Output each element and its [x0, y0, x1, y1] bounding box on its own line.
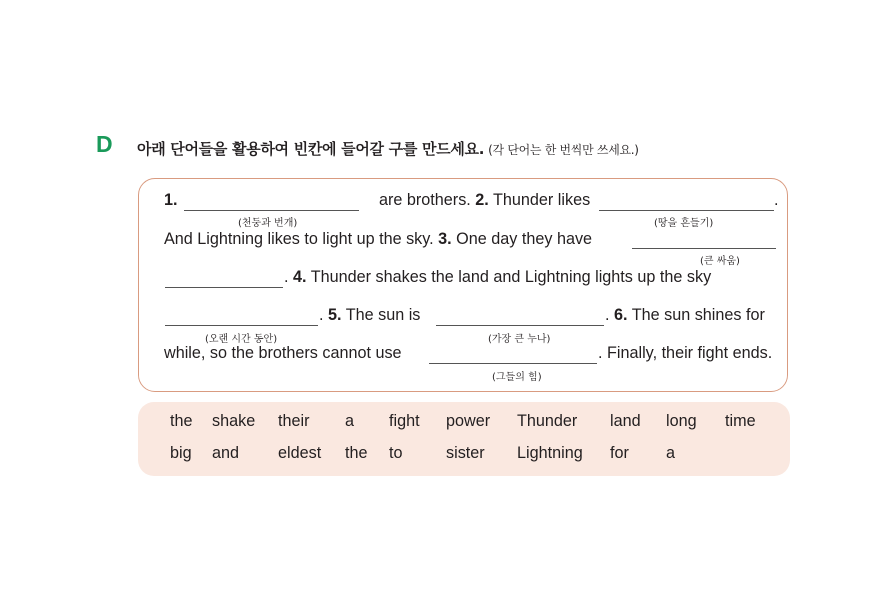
passage-line-3 — [284, 268, 711, 287]
blank-4[interactable] — [165, 325, 318, 326]
passage-text: are brothers. — [374, 191, 476, 209]
blank-1[interactable] — [184, 210, 359, 211]
word-bank-item: Lightning — [517, 444, 583, 462]
word-bank-item: a — [345, 412, 355, 430]
blank-5[interactable] — [436, 325, 604, 326]
hint-6: (그들의 힘) — [492, 372, 542, 383]
instruction-main: 아래 단어들을 활용하여 빈칸에 들어갈 구를 만드세요. — [137, 140, 485, 158]
word-bank-item: time — [725, 412, 756, 430]
section-letter: D — [96, 131, 113, 157]
passage-text: One day they have — [451, 230, 593, 248]
item-number-4: 4. — [293, 268, 307, 286]
word-bank-item: power — [446, 412, 491, 430]
word-bank-item: a — [666, 444, 676, 462]
word-bank-item: fight — [389, 412, 420, 430]
word-bank-item: long — [666, 412, 697, 430]
instruction — [137, 138, 639, 159]
word-bank-item: land — [610, 412, 641, 430]
word-bank-item: Thunder — [517, 412, 578, 430]
item-number-1: 1. — [164, 191, 178, 209]
passage-text: Thunder likes — [488, 191, 591, 209]
passage-line-4 — [319, 306, 420, 325]
passage-text: . — [284, 268, 293, 286]
word-bank-item: the — [345, 444, 368, 462]
item-number-2: 2. — [475, 191, 489, 209]
word-bank-item: shake — [212, 412, 256, 430]
word-bank-item: big — [170, 444, 192, 462]
passage-text: while, so the brothers cannot use — [164, 344, 402, 362]
blank-2[interactable] — [599, 210, 774, 211]
passage-line-2 — [164, 230, 592, 249]
passage-text: . — [319, 306, 328, 324]
hint-2: (땅을 흔들기) — [654, 218, 714, 229]
passage-text: The sun shines for — [627, 306, 765, 324]
passage-line-1 — [164, 191, 590, 210]
passage-text: Thunder shakes the land and Lightning lights up the sky — [306, 268, 712, 286]
passage-text: . — [605, 306, 614, 324]
blank-3[interactable] — [632, 248, 776, 249]
word-bank-item: to — [389, 444, 403, 462]
blank-3-continued[interactable] — [165, 287, 283, 288]
item-number-6: 6. — [614, 306, 628, 324]
passage-text: And Lightning likes to light up the sky. — [164, 230, 439, 248]
passage-text: The sun is — [341, 306, 421, 324]
word-bank-item: sister — [446, 444, 485, 462]
passage-line-5-end: . Finally, their fight ends. — [598, 344, 773, 362]
blank-6[interactable] — [429, 363, 597, 364]
period: . — [774, 191, 779, 209]
item-number-3: 3. — [438, 230, 452, 248]
word-bank-item: eldest — [278, 444, 322, 462]
word-bank-item: for — [610, 444, 629, 462]
word-bank-item: and — [212, 444, 240, 462]
passage-line-4-end — [605, 306, 765, 325]
hint-4: (오랜 시간 동안) — [205, 334, 278, 345]
hint-3: (큰 싸움) — [700, 256, 740, 267]
passage-line-5 — [164, 344, 402, 363]
instruction-sub: (각 단어는 한 번씩만 쓰세요.) — [488, 143, 639, 157]
word-bank-item: the — [170, 412, 193, 430]
hint-5: (가장 큰 누나) — [488, 334, 551, 345]
word-bank-item: their — [278, 412, 310, 430]
hint-1: (천둥과 번개) — [238, 218, 298, 229]
item-number-5: 5. — [328, 306, 342, 324]
